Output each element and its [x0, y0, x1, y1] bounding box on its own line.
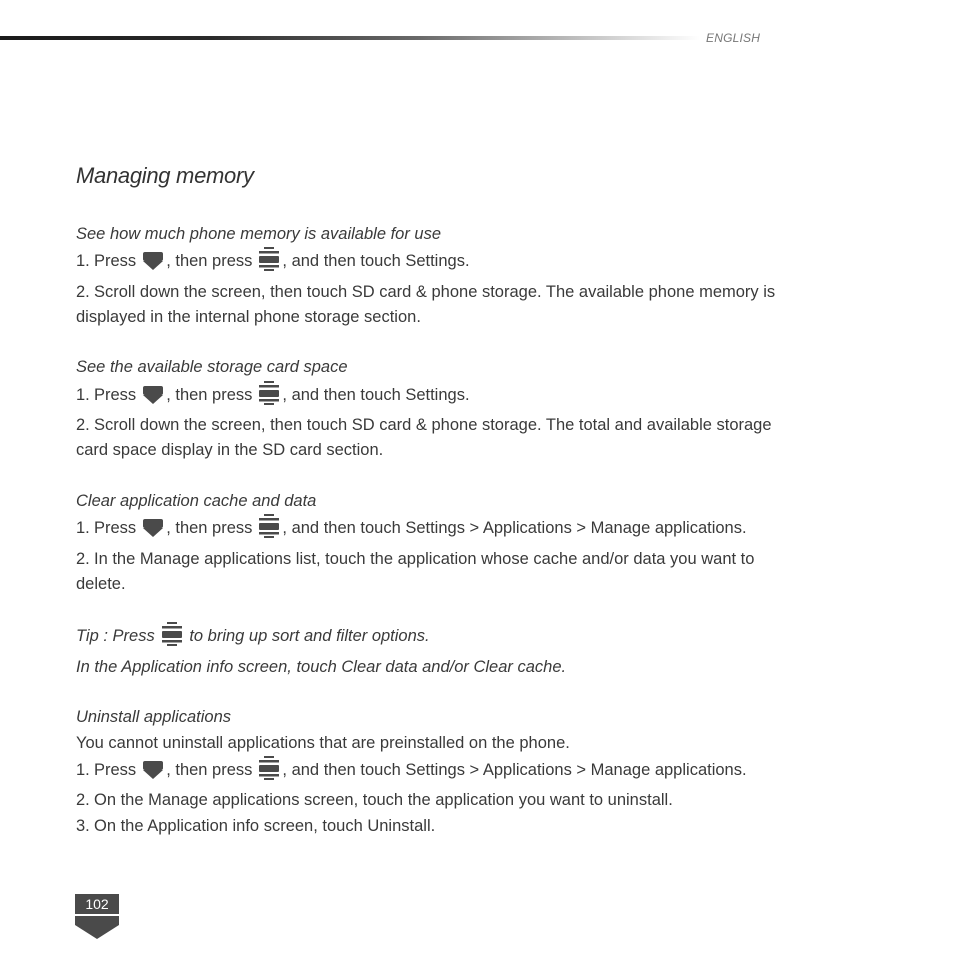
step-text: , and then touch Settings > Applications > Manage applications.	[282, 519, 747, 538]
step-number: 2.	[76, 282, 90, 301]
home-key-icon	[142, 385, 164, 413]
step-line	[76, 280, 876, 305]
step-number: 3.	[76, 816, 90, 835]
step-continuation: card space display in the SD card section.	[76, 441, 384, 460]
tip-line-2: In the Application info screen, touch Clear data and/or Clear cache.	[76, 657, 567, 676]
home-key-icon	[142, 760, 164, 788]
menu-key-icon	[258, 381, 280, 413]
step-number: 1.	[76, 385, 90, 404]
page-number-tab	[75, 894, 119, 939]
step-number: 2.	[76, 791, 90, 810]
step-text: On the Manage applications screen, touch the application you want to uninstall.	[94, 791, 673, 810]
step-line	[76, 814, 876, 839]
home-key-icon	[142, 518, 164, 546]
step-text: Press	[94, 519, 137, 538]
step-continuation: displayed in the internal phone storage section.	[76, 307, 421, 326]
step-text: , and then touch Settings > Applications > Manage applications.	[282, 760, 747, 779]
step-line	[76, 514, 876, 546]
step-number: 2.	[76, 416, 90, 435]
section-clear-cache	[76, 489, 876, 680]
tip-line	[76, 622, 876, 654]
step-line	[76, 547, 876, 572]
step-line	[76, 788, 876, 813]
menu-key-icon	[258, 756, 280, 788]
step-number: 1.	[76, 252, 90, 271]
step-text: , and then touch Settings.	[282, 252, 470, 271]
step-continuation: delete.	[76, 574, 126, 593]
page-number: 102	[75, 894, 119, 914]
step-text: Press	[94, 760, 137, 779]
step-text: , then press	[166, 252, 253, 271]
step-text: , then press	[166, 760, 253, 779]
step-text: Press	[94, 252, 137, 271]
step-text: , and then touch Settings.	[282, 385, 470, 404]
step-text: , then press	[166, 519, 253, 538]
header-rule	[0, 36, 700, 40]
step-text: In the Manage applications list, touch the application whose cache and/or data you want to	[94, 549, 755, 568]
tip-text: Tip : Press	[76, 627, 155, 646]
section-uninstall	[76, 705, 876, 838]
step-line	[76, 413, 876, 438]
section-intro: You cannot uninstall applications that are preinstalled on the phone.	[76, 733, 570, 752]
step-text: , then press	[166, 385, 253, 404]
menu-key-icon	[161, 622, 183, 654]
section-heading: Uninstall applications	[76, 708, 232, 727]
page-tab-arrow-icon	[75, 916, 119, 939]
step-number: 2.	[76, 549, 90, 568]
menu-key-icon	[258, 247, 280, 279]
step-text: Scroll down the screen, then touch SD card & phone storage. The total and available storage	[94, 416, 772, 435]
section-phone-memory	[76, 222, 876, 330]
page-title: Managing memory	[76, 163, 254, 188]
main-content	[76, 222, 876, 839]
menu-key-icon	[258, 514, 280, 546]
section-heading: See the available storage card space	[76, 358, 348, 377]
section-heading: See how much phone memory is available for use	[76, 225, 442, 243]
home-key-icon	[142, 251, 164, 279]
step-number: 1.	[76, 760, 90, 779]
step-line	[76, 756, 876, 788]
section-storage-card	[76, 355, 876, 463]
step-text: Scroll down the screen, then touch SD card & phone storage. The available phone memory is	[94, 282, 776, 301]
tip-text: to bring up sort and filter options.	[189, 627, 430, 646]
language-label: ENGLISH	[706, 31, 761, 45]
step-text: On the Application info screen, touch Uninstall.	[94, 816, 436, 835]
step-line	[76, 247, 876, 279]
step-line	[76, 381, 876, 413]
step-number: 1.	[76, 519, 90, 538]
step-text: Press	[94, 385, 137, 404]
section-heading: Clear application cache and data	[76, 491, 317, 510]
